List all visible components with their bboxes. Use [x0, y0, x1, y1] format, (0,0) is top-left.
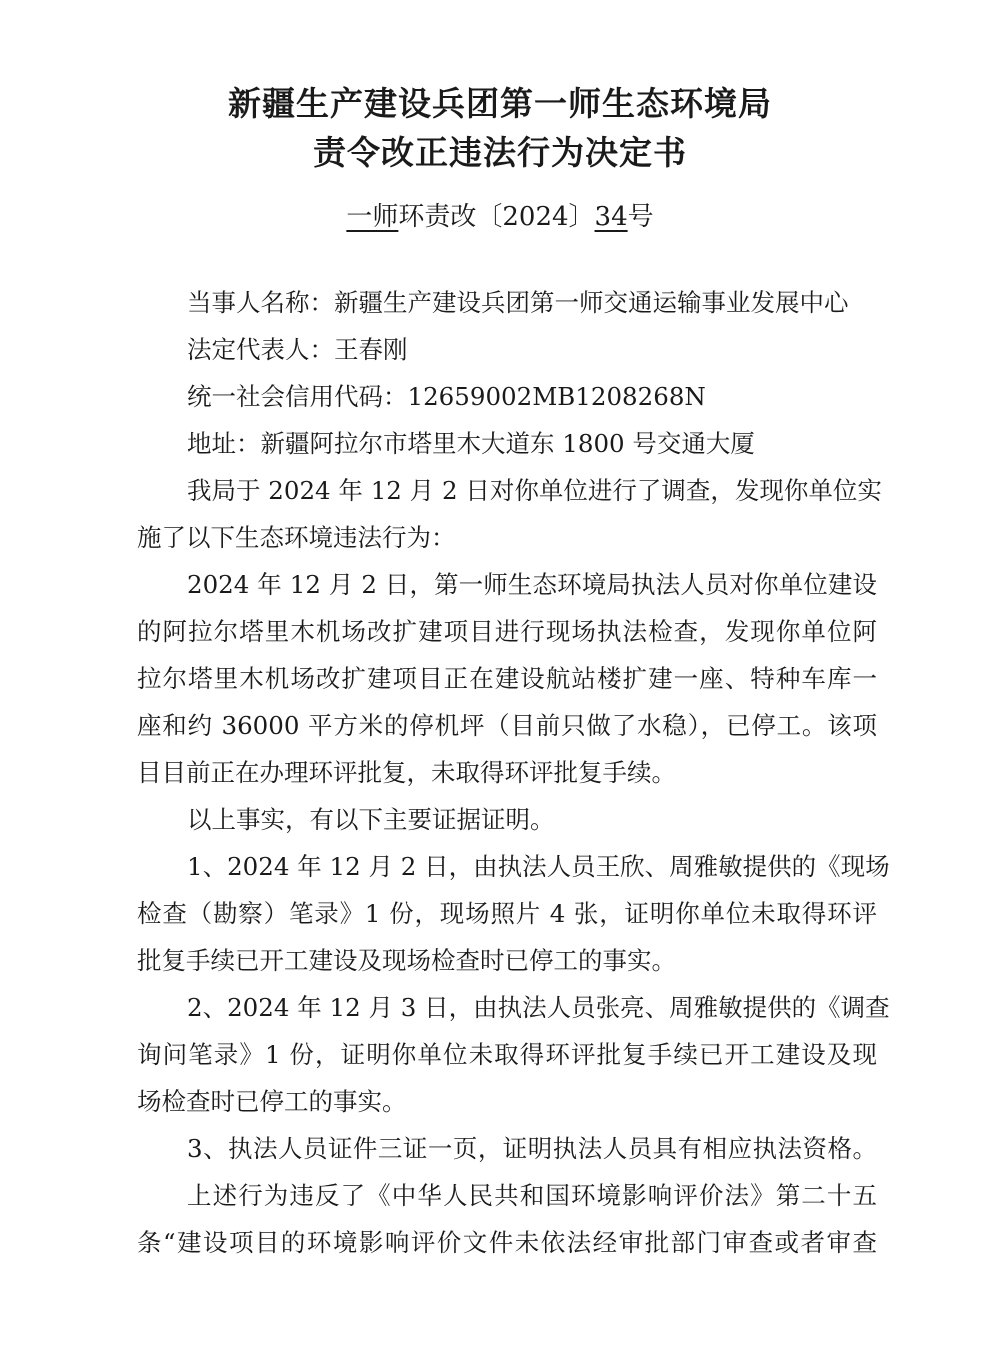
- document-title-line1: 新疆生产建设兵团第一师生态环境局: [228, 84, 772, 123]
- doc-no-suffix: 号: [627, 202, 654, 232]
- body-line: 目目前正在办理环评批复，未取得环评批复手续。: [137, 758, 676, 787]
- body-line: 场检查时已停工的事实。: [137, 1087, 407, 1116]
- doc-no-number: 34: [594, 202, 628, 232]
- body-line: 拉尔塔里木机场改扩建项目正在建设航站楼扩建一座、特种车库一: [137, 664, 877, 693]
- address-value: 新疆阿拉尔市塔里木大道东 1800 号交通大厦: [260, 429, 755, 458]
- body-line: 2024 年 12 月 2 日，第一师生态环境局执法人员对你单位建设: [187, 570, 877, 599]
- legal-rep-value: 王春刚: [334, 335, 408, 364]
- body-line: 2、2024 年 12 月 3 日，由执法人员张亮、周雅敏提供的《调查: [187, 993, 890, 1022]
- doc-no-prefix: 一师: [346, 202, 399, 232]
- body-line: 询问笔录》1 份，证明你单位未取得环评批复手续已开工建设及现: [137, 1040, 877, 1069]
- credit-code-line: [187, 378, 877, 413]
- body-line: 检查（勘察）笔录》1 份，现场照片 4 张，证明你单位未取得环评: [137, 899, 877, 928]
- body-line: 3、执法人员证件三证一页，证明执法人员具有相应执法资格。: [187, 1134, 877, 1163]
- body-line: 的阿拉尔塔里木机场改扩建项目进行现场执法检查，发现你单位阿: [137, 617, 877, 646]
- doc-no-middle: 环责改〔2024〕: [398, 202, 595, 232]
- body-line: 批复手续已开工建设及现场检查时已停工的事实。: [137, 946, 676, 975]
- body-line: 以上事实，有以下主要证据证明。: [187, 805, 555, 834]
- document-number: [0, 196, 1000, 233]
- body-line: 1、2024 年 12 月 2 日，由执法人员王欣、周雅敏提供的《现场: [187, 852, 890, 881]
- body-line: 施了以下生态环境违法行为：: [137, 523, 456, 552]
- party-name-line: [187, 284, 877, 319]
- body-line: 我局于 2024 年 12 月 2 日对你单位进行了调查，发现你单位实: [187, 476, 882, 505]
- party-name-label: 当事人名称：: [187, 288, 334, 317]
- address-line: [187, 425, 877, 460]
- credit-code-value: 12659002MB1208268N: [407, 382, 706, 411]
- legal-rep-label: 法定代表人：: [187, 335, 334, 364]
- body-line: 上述行为违反了《中华人民共和国环境影响评价法》第二十五: [187, 1181, 877, 1210]
- address-label: 地址：: [187, 429, 261, 458]
- document-title-line2: 责令改正违法行为决定书: [313, 133, 687, 172]
- body-line: 座和约 36000 平方米的停机坪（目前只做了水稳），已停工。该项: [137, 711, 877, 740]
- credit-code-label: 统一社会信用代码：: [187, 382, 408, 411]
- legal-rep-line: [187, 331, 877, 366]
- party-name-value: 新疆生产建设兵团第一师交通运输事业发展中心: [334, 288, 849, 317]
- body-line: 条“建设项目的环境影响评价文件未依法经审批部门审查或者审查: [137, 1228, 877, 1257]
